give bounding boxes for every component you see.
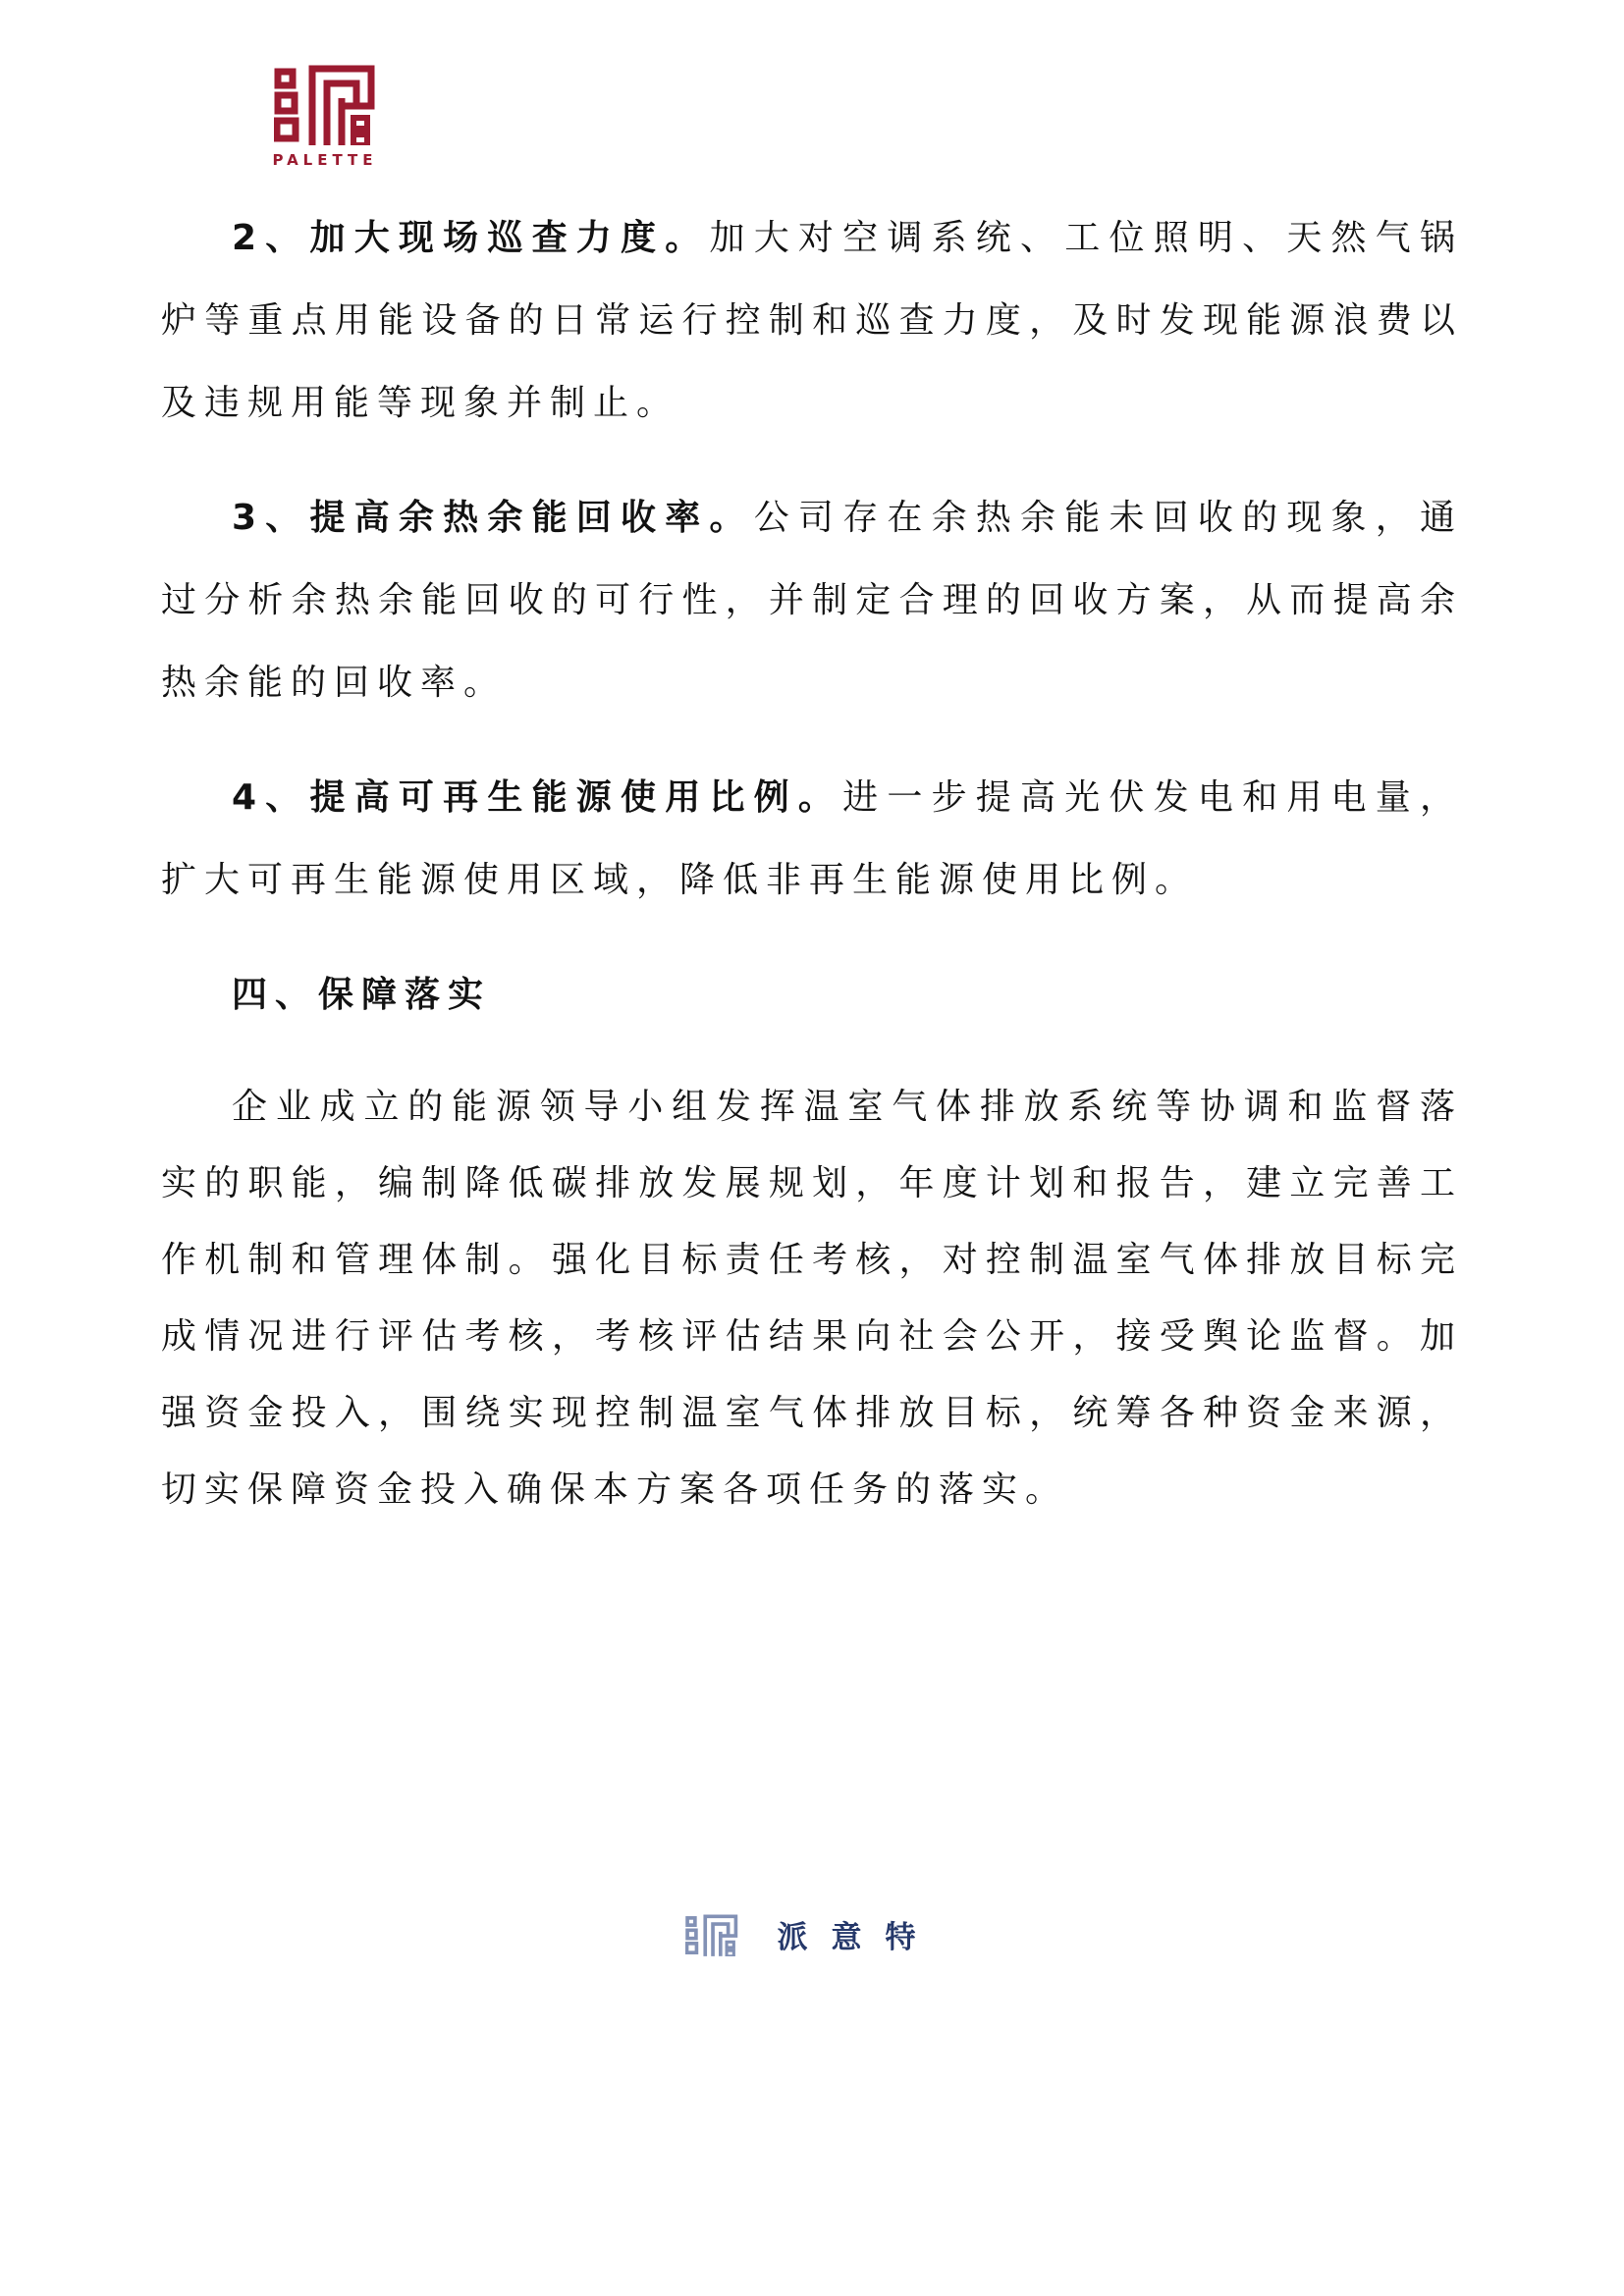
palette-maze-logo-icon (274, 61, 376, 145)
footer-maze-logo-icon (685, 1912, 738, 1956)
item-2-body: 加大对空调系统、工位照明、天然气锅炉等重点用能设备的日常运行控制和巡查力度，及时发现能源浪费以及违规用能等现象并制止。 (161, 218, 1463, 423)
document-body (161, 197, 1463, 1528)
item-3-body: 公司存在余热余能未回收的现象，通过分析余热余能回收的可行性，并制定合理的回收方案，从而提高余热余能的回收率。 (161, 498, 1463, 703)
footer-brand (0, 1912, 1624, 1956)
item-2-lead: 2、加大现场巡查力度。 (232, 218, 710, 258)
closing-paragraph: 企业成立的能源领导小组发挥温室气体排放系统等协调和监督落实的职能，编制降低碳排放发展规划，年度计划和报告，建立完善工作机制和管理体制。强化目标责任考核，对控制温室气体排放目标完成情况进行评估考核，考核评估结果向社会公开，接受舆论监督。加强资金投入，围绕实现控制温室气体排放目标，统筹各种资金来源，切实保障资金投入确保本方案各项任务的落实。 (161, 1087, 1463, 1510)
paragraph-item-3 (161, 477, 1463, 724)
item-4-lead: 4、提高可再生能源使用比例。 (232, 777, 843, 818)
section-heading: 四、保障落实 (232, 975, 492, 1015)
logo-wordmark: PALETTE (272, 151, 378, 169)
paragraph-item-2 (161, 197, 1463, 445)
item-3-lead: 3、提高余热余能回收率。 (232, 498, 754, 538)
footer-brand-text: 派意特 (777, 1920, 940, 1955)
header-logo (271, 61, 379, 169)
paragraph-item-4 (161, 757, 1463, 922)
item-4-body: 进一步提高光伏发电和用电量，扩大可再生能源使用区域，降低非再生能源使用比例。 (161, 777, 1463, 900)
